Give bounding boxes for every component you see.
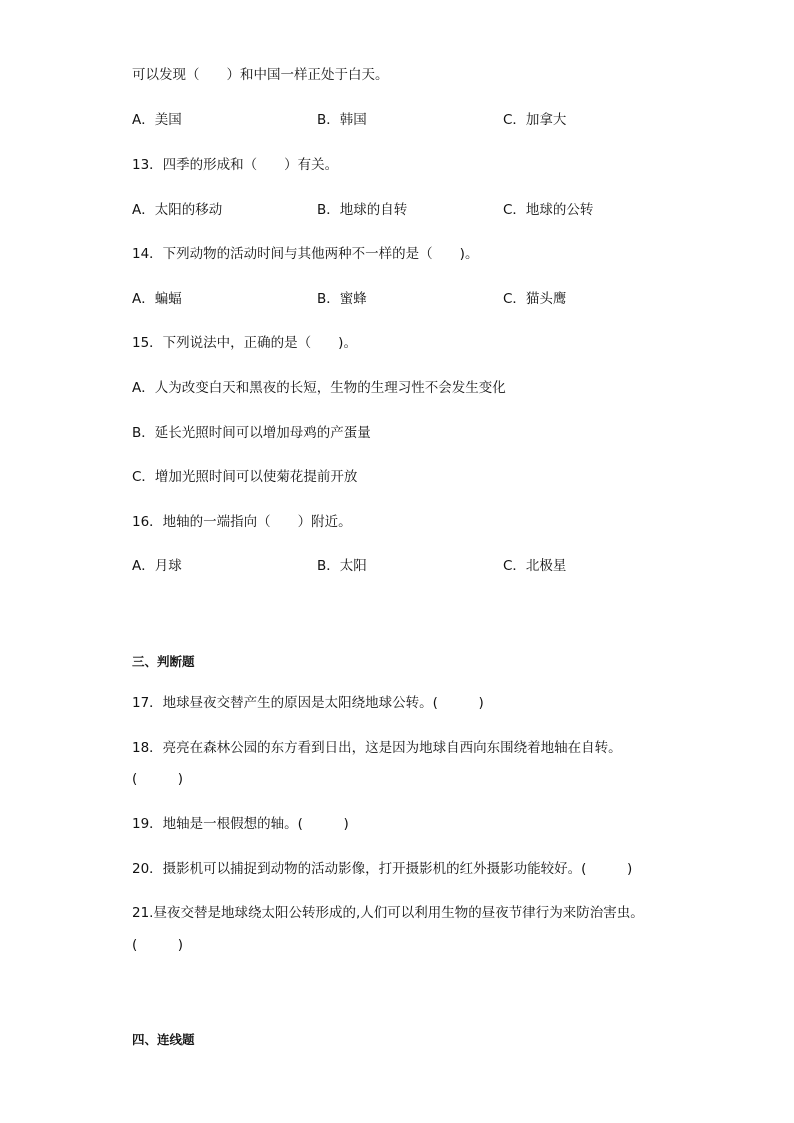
q16-option-a: A．月球 [132, 558, 182, 574]
q13-option-a: A．太阳的移动 [132, 202, 223, 218]
q16-option-c: C．北极星 [503, 558, 567, 574]
q19-text: 19．地轴是一根假想的轴。( ) [132, 816, 349, 832]
section-heading-judgment: 三、判断题 [132, 654, 195, 669]
q21-text: 21.昼夜交替是地球绕太阳公转形成的,人们可以利用生物的昼夜节律行为来防治害虫。 [132, 905, 644, 921]
section-heading-matching: 四、连线题 [132, 1032, 195, 1047]
q14-option-c: C．猫头鹰 [503, 291, 567, 307]
q15-option-b: B．延长光照时间可以增加母鸡的产蛋量 [132, 425, 371, 441]
q12-option-c: C．加拿大 [503, 112, 567, 128]
q16-option-b: B．太阳 [317, 558, 367, 574]
q12-stem-continuation: 可以发现（ ）和中国一样正处于白天。 [132, 67, 389, 83]
q15-option-c: C．增加光照时间可以使菊花提前开放 [132, 469, 358, 485]
q20-text: 20．摄影机可以捕捉到动物的活动影像，打开摄影机的红外摄影功能较好。( ) [132, 861, 633, 877]
q14-stem: 14．下列动物的活动时间与其他两种不一样的是（ )。 [132, 246, 479, 262]
q18-text: 18．亮亮在森林公园的东方看到日出，这是因为地球自西向东围绕着地轴在自转。 [132, 740, 622, 756]
q21-answer-blank: ( ) [132, 937, 184, 953]
q13-option-b: B．地球的自转 [317, 202, 408, 218]
q15-stem: 15．下列说法中，正确的是（ )。 [132, 335, 357, 351]
q14-option-a: A．蝙蝠 [132, 291, 182, 307]
q18-answer-blank: ( ) [132, 771, 184, 787]
q17-text: 17．地球昼夜交替产生的原因是太阳绕地球公转。( ) [132, 695, 484, 711]
q15-option-a: A．人为改变白天和黑夜的长短，生物的生理习性不会发生变化 [132, 380, 506, 396]
q13-stem: 13．四季的形成和（ ）有关。 [132, 157, 339, 173]
q14-option-b: B．蜜蜂 [317, 291, 367, 307]
q12-option-b: B．韩国 [317, 112, 367, 128]
q16-stem: 16．地轴的一端指向（ ）附近。 [132, 514, 352, 530]
q12-option-a: A．美国 [132, 112, 182, 128]
q13-option-c: C．地球的公转 [503, 202, 594, 218]
